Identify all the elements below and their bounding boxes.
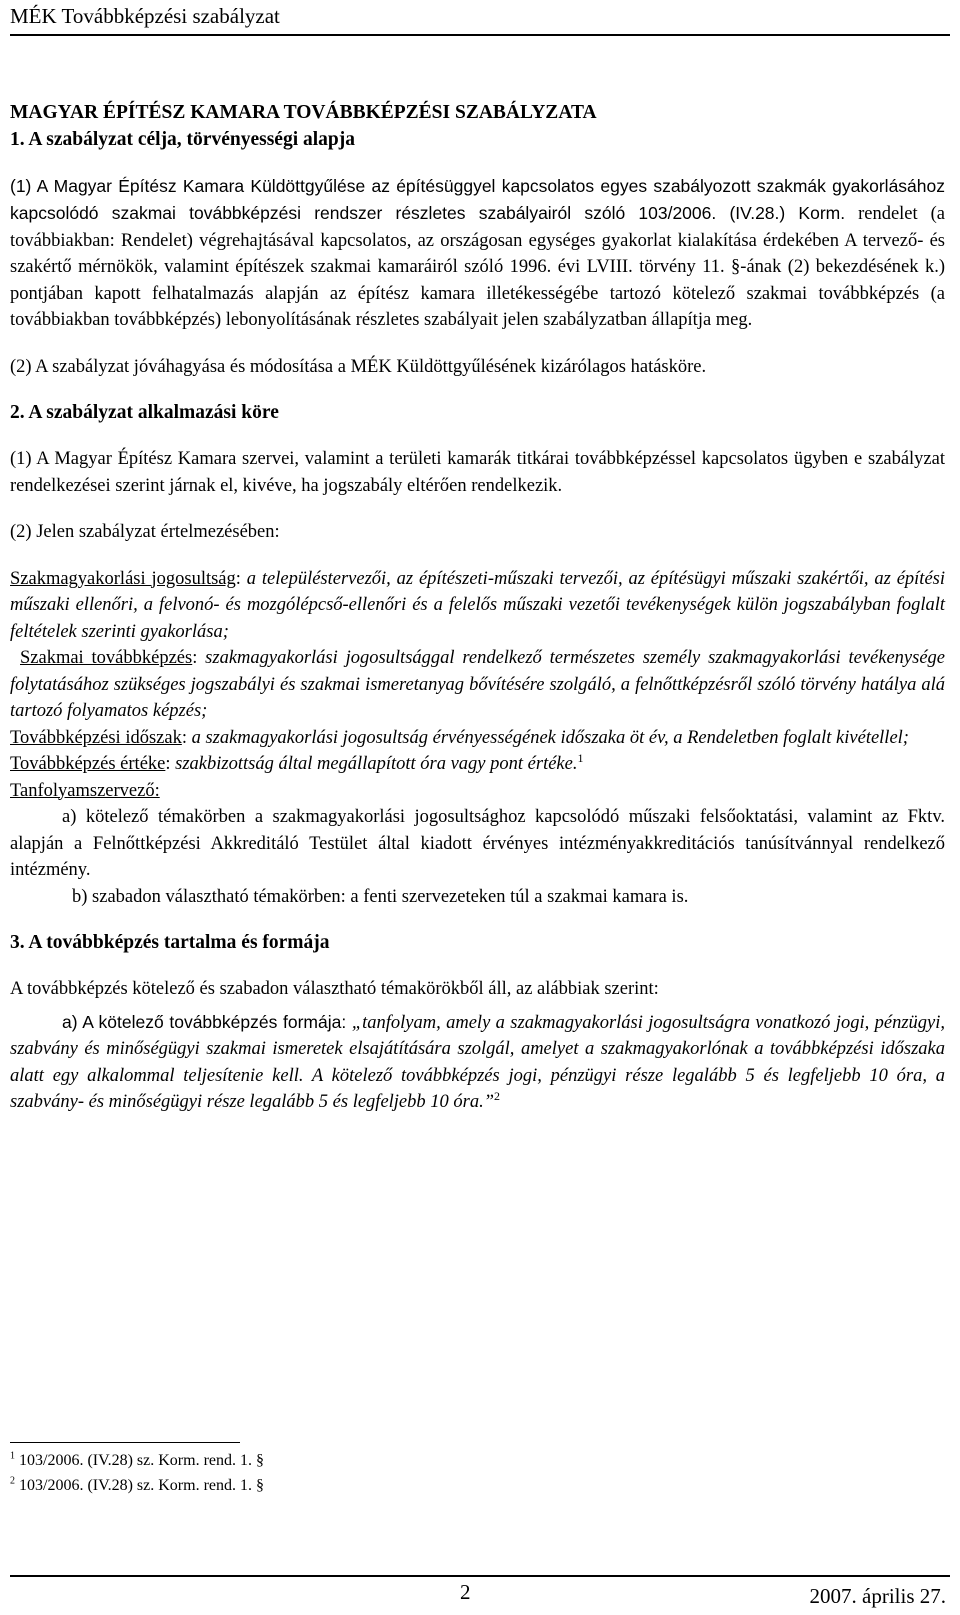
paragraph-run: (1) A Magyar Építész Kamara Küldöttgyűlése az építésüggyel kapcsolatos egyes szabályozott szakmák gyakorlásához kapcsolódó szakmai továbbképzési rendszer részletes szabályairól szóló 103/2006. (IV.28.) Korm. — [10, 175, 945, 223]
definition-separator: : — [235, 568, 241, 589]
definition-item — [10, 645, 945, 725]
section-1-paragraph-1 — [10, 173, 945, 334]
section-3-paragraph-1: A továbbképzés kötelező és szabadon választható témakörökből áll, az alábbiak szerint: — [10, 979, 659, 999]
definition-separator: : — [192, 648, 198, 668]
footnote — [10, 1473, 264, 1498]
definition-term: Továbbképzés értéke — [10, 754, 166, 774]
definition-term: Szakmai továbbképzés — [20, 648, 193, 668]
footnote-text: 103/2006. (IV.28) sz. Korm. rend. 1. § — [19, 1452, 265, 1469]
section-2-paragraph-2: (2) Jelen szabályzat értelmezésében: — [10, 522, 280, 542]
paragraph-run: ) pontjában kapott felhatalmazás alapján az építész kamara illetékességébe tartozó kötelező szakmai továbbképzés (a továbbiakban továbbképzés) lebonyolításának részletes szabályait jelen szabályzatban állapítja meg. — [10, 257, 945, 330]
footnotes — [10, 1448, 264, 1498]
paragraph-run: rendelet (a továbbiakban: Rendelet) végrehajtásával kapcsolatos, az országosan egységes gyakorlat kialakítása érdekében A tervező- és szakértő mérnökök, valamint építészek szakmai kamaráiról szóló 1996. évi LVIII. törvény 11. §-ának (2) bekezdésének k. — [10, 204, 945, 277]
definition-text: szakmagyakorlási jogosultsággal rendelkező természetes személy szakmagyakorlási tevékenysége folytatásához szükséges jogszabályi és szakmai ismeretanyag bővítésére szolgáló, a felnőttképzésről szóló törvény hatálya alá tartozó folyamatos képzés; — [10, 648, 945, 721]
page-number: 2 — [460, 1580, 471, 1604]
section-2-paragraph-1: (1) A Magyar Építész Kamara szervei, valamint a területi kamarák titkárai továbbképzéssel kapcsolatos ügyben e szabályzat rendelkezései szerint járnak el, kivéve, ha jogszabály eltérően rendelkezik. — [10, 449, 945, 496]
section-3-item-a — [10, 1009, 945, 1116]
section-1-heading: 1. A szabályzat célja, törvényességi alapja — [10, 128, 355, 150]
footnote-ref: 1 — [577, 750, 584, 765]
running-header: MÉK Továbbképzési szabályzat — [10, 2, 950, 36]
footnote-text: 103/2006. (IV.28) sz. Korm. rend. 1. § — [19, 1477, 265, 1494]
definition-item — [10, 751, 945, 778]
section-3-heading: 3. A továbbképzés tartalma és formája — [10, 932, 330, 953]
definition-item — [10, 566, 945, 646]
definition-separator: : — [181, 727, 187, 748]
footer-date: 2007. április 27. — [809, 1584, 946, 1608]
document-body — [10, 100, 945, 1116]
footnote-ref: 2 — [494, 1088, 501, 1103]
section-1-paragraph-2: (2) A szabályzat jóváhagyása és módosítása a MÉK Küldöttgyűlésének kizárólagos hatásköre. — [10, 356, 707, 377]
organizer-item-b: b) szabadon választható témakörben: a fenti szervezeteken túl a szakmai kamara is. — [72, 886, 689, 907]
item-quote: „tanfolyam, amely a szakmagyakorlási jogosultságra vonatkozó jogi, pénzügyi, szabvány és minőségügyi szakmai ismeretek elsajátítására szolgál, amelyet a szakmagyakorlónak a továbbképzési időszaka alatt egy alkalommal teljesítenie kell. A kötelező továbbképzés jogi, pénzügyi része legalább 5 és legfeljebb 10 óra, a szabvány- és minőségügyi része legalább 5 és legfeljebb 10 óra.” — [10, 1012, 945, 1112]
footnote — [10, 1448, 264, 1473]
definition-text: a szakmagyakorlási jogosultság érvényességének időszaka öt év, a Rendeletben foglalt kivétellel; — [186, 727, 909, 748]
definition-term: Továbbképzési időszak — [10, 727, 182, 748]
footnote-number: 2 — [10, 1475, 15, 1487]
item-lead: a) A kötelező továbbképzés formája: — [62, 1011, 352, 1032]
definition-text: a településtervezői, az építészeti-műszaki tervezői, az építésügyi műszaki szakértői, az építési műszaki ellenőri, a felvonó- és mozgólépcső-ellenőri és a felelős műszaki vezetői tevékenységek külön jogszabályban foglalt feltételek szerinti gyakorlása; — [10, 568, 945, 642]
definition-item — [10, 725, 945, 752]
definition-separator: : — [165, 754, 171, 774]
footnote-number: 1 — [10, 1450, 15, 1462]
document-title: MAGYAR ÉPÍTÉSZ KAMARA TOVÁBBKÉPZÉSI SZABÁLYZATA — [10, 102, 597, 123]
section-2-heading: 2. A szabályzat alkalmazási köre — [10, 402, 279, 423]
organizer-term — [10, 778, 945, 805]
organizer-item-a: a) kötelező témakörben a szakmagyakorlási jogosultsághoz kapcsolódó műszaki felsőoktatási, valamint az Fktv. alapján a Felnőttképzési Akkreditáló Testület által kiadott érvényes intézményakkreditációs tanúsítvánnyal rendelkező intézmény. — [10, 807, 945, 880]
definition-text: szakbizottság által megállapított óra vagy pont értéke. — [170, 754, 578, 774]
footer-divider — [10, 1575, 950, 1577]
footnote-divider — [10, 1442, 240, 1443]
definition-term: Tanfolyamszervező: — [10, 780, 160, 801]
definition-term: Szakmagyakorlási jogosultság — [10, 568, 236, 589]
